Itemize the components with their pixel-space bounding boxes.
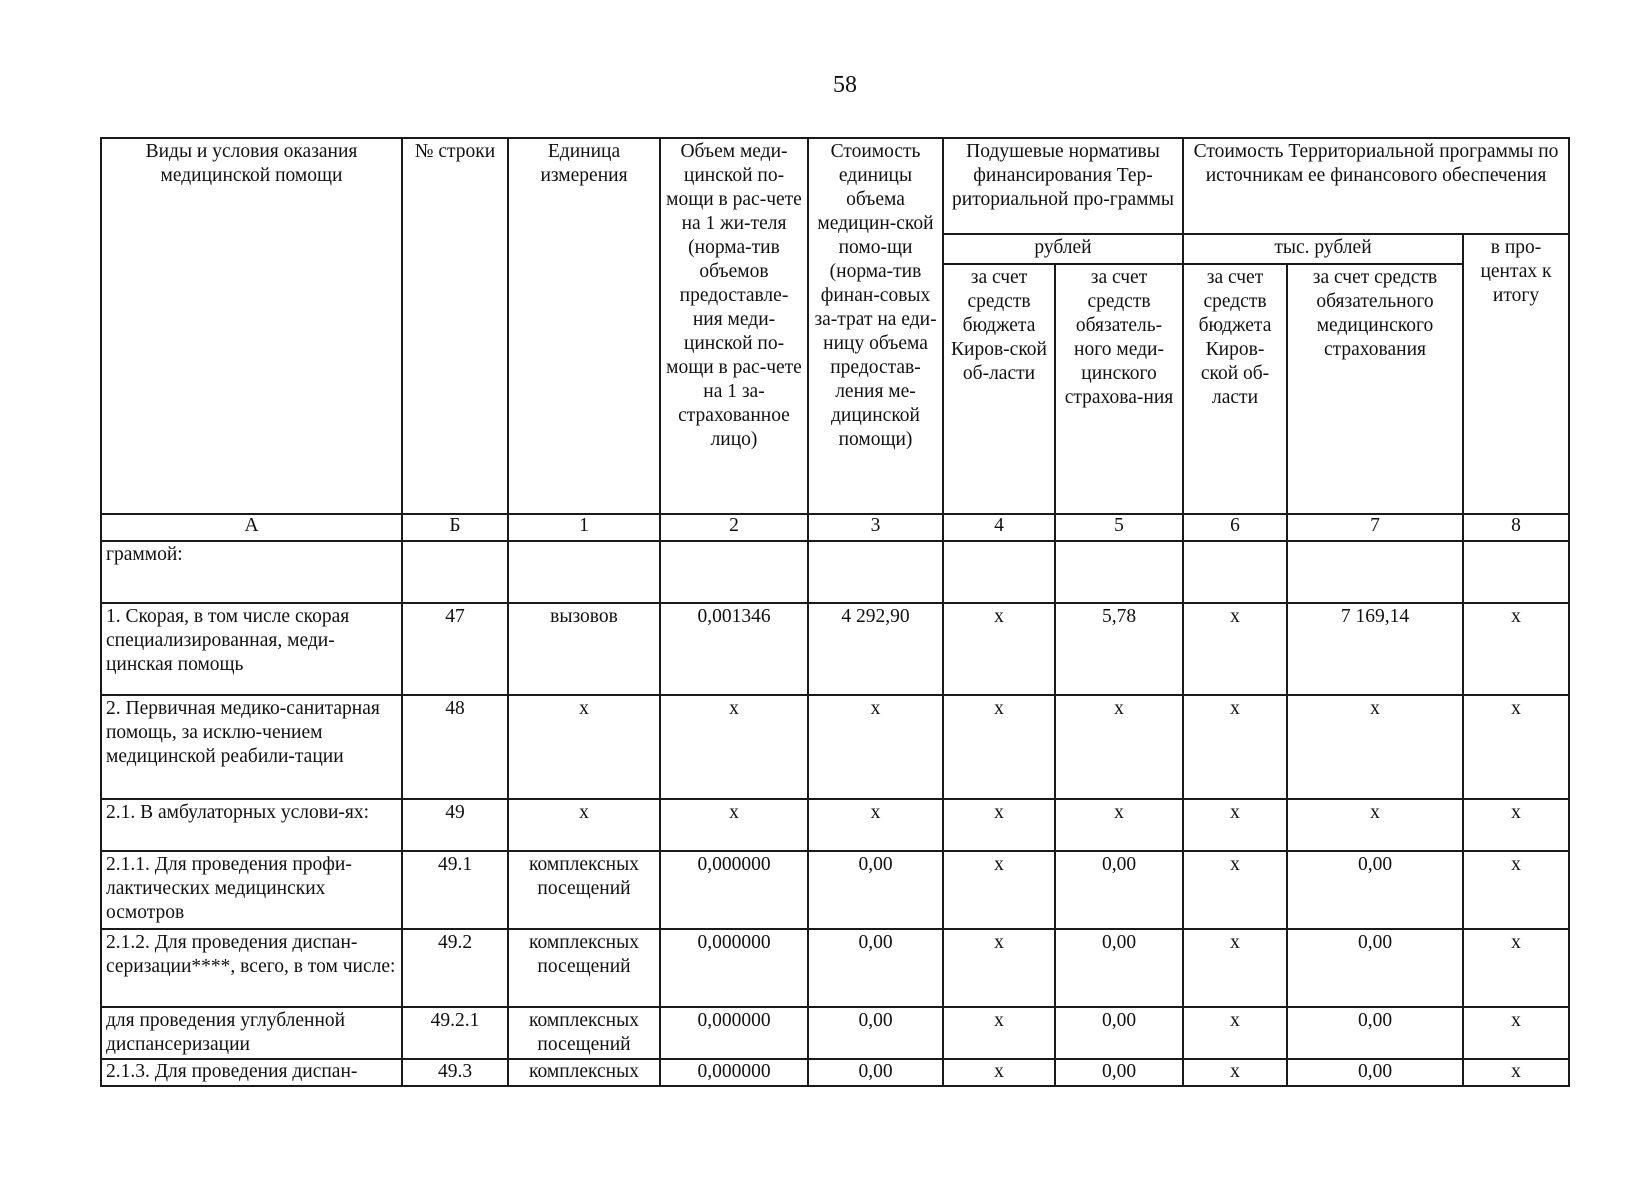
header-col-a: Виды и условия оказания медицинской помощи <box>101 138 402 514</box>
table-cell: х <box>1183 695 1287 799</box>
table-cell: 49.1 <box>402 851 508 929</box>
table-cell: х <box>1183 603 1287 695</box>
header-col-5: за счет средств обязатель-ного меди-цинского страхова-ния <box>1055 264 1183 514</box>
header-col-7: за счет средств обязательного медицинского страхования <box>1287 264 1463 514</box>
column-letters-row <box>101 514 1569 541</box>
row-label: 2.1.1. Для проведения профи-лактических медицинских осмотров <box>101 851 402 929</box>
table-cell: х <box>1463 851 1569 929</box>
table-cell <box>508 541 660 603</box>
letter-cell: 7 <box>1287 514 1463 541</box>
header-col-4: за счет средств бюджета Киров-ской об-ласти <box>943 264 1055 514</box>
table-cell: х <box>1183 1007 1287 1059</box>
table-cell: х <box>1463 929 1569 1007</box>
table-cell: х <box>943 603 1055 695</box>
table-cell: 4 292,90 <box>808 603 943 695</box>
table-row <box>101 799 1569 851</box>
table-row <box>101 695 1569 799</box>
table-cell: х <box>508 799 660 851</box>
table-row <box>101 1007 1569 1059</box>
row-label: 2.1.3. Для проведения диспан- <box>101 1059 402 1086</box>
table-cell: х <box>1463 695 1569 799</box>
table-cell: 49.2.1 <box>402 1007 508 1059</box>
table-cell: 0,00 <box>1287 851 1463 929</box>
header-col-2: Объем меди-цинской по-мощи в рас-чете на 1 жи-теля (норма-тив объемов предоставле-ния меди-цинской по-мощи в рас-чете на 1 за-страхованное лицо) <box>660 138 808 514</box>
table-cell: х <box>1463 603 1569 695</box>
table-cell: 49.2 <box>402 929 508 1007</box>
row-label: 2.1.2. Для проведения диспан-серизации****, всего, в том числе: <box>101 929 402 1007</box>
header-col-3: Стоимость единицы объема медицин-ской помо-щи (норма-тив финан-совых за-трат на еди-ницу объема предостав-ления ме-дицинской помощи) <box>808 138 943 514</box>
table-cell <box>943 541 1055 603</box>
table-row <box>101 929 1569 1007</box>
table-cell: 0,00 <box>808 1007 943 1059</box>
header-col-8: в про-центах к итогу <box>1463 234 1569 514</box>
table-cell: 5,78 <box>1055 603 1183 695</box>
table-cell: 0,00 <box>1055 1059 1183 1086</box>
table-cell: комплексных <box>508 1059 660 1086</box>
table-cell: х <box>1463 799 1569 851</box>
table-cell: 49.3 <box>402 1059 508 1086</box>
table-cell: 0,00 <box>1055 1007 1183 1059</box>
table-row <box>101 541 1569 603</box>
table-cell: х <box>943 1007 1055 1059</box>
header-group-cost: Стоимость Территориальной программы по источникам ее финансового обеспечения <box>1183 138 1569 234</box>
page-number: 58 <box>833 72 857 98</box>
row-label: 2. Первичная медико-санитарная помощь, за исклю-чением медицинской реабили-тации <box>101 695 402 799</box>
header-col-1: Единица измерения <box>508 138 660 514</box>
table-cell: х <box>943 799 1055 851</box>
table-cell: 0,00 <box>1287 929 1463 1007</box>
letter-cell: 4 <box>943 514 1055 541</box>
row-label: 1. Скорая, в том числе скорая специализированная, меди-цинская помощь <box>101 603 402 695</box>
letter-cell: 2 <box>660 514 808 541</box>
table-cell: х <box>808 695 943 799</box>
table-cell: 0,000000 <box>660 1059 808 1086</box>
table-cell: 7 169,14 <box>1287 603 1463 695</box>
table-cell: х <box>1463 1059 1569 1086</box>
table-cell: х <box>1183 799 1287 851</box>
header-col-6: за счет средств бюджета Киров-ской об-ласти <box>1183 264 1287 514</box>
table-cell: 48 <box>402 695 508 799</box>
header-group-norms: Подушевые нормативы финансирования Тер-риториальной про-граммы <box>943 138 1183 234</box>
letter-cell: 5 <box>1055 514 1183 541</box>
table-cell: х <box>943 695 1055 799</box>
letter-cell: 1 <box>508 514 660 541</box>
table-cell: 0,001346 <box>660 603 808 695</box>
table-cell <box>660 541 808 603</box>
table-cell: х <box>943 851 1055 929</box>
table-cell: х <box>1055 695 1183 799</box>
table-cell <box>1055 541 1183 603</box>
table-cell: х <box>1463 1007 1569 1059</box>
table-cell: 0,00 <box>808 1059 943 1086</box>
table-cell: х <box>943 1059 1055 1086</box>
table-cell: 0,00 <box>1287 1059 1463 1086</box>
table-cell: х <box>808 799 943 851</box>
table-cell: 47 <box>402 603 508 695</box>
table-cell: х <box>1055 799 1183 851</box>
table-cell: х <box>1287 799 1463 851</box>
table-cell: х <box>1183 851 1287 929</box>
letter-cell: 6 <box>1183 514 1287 541</box>
table-cell: 0,00 <box>808 929 943 1007</box>
table-cell: комплексных посещений <box>508 1007 660 1059</box>
table-cell: х <box>660 695 808 799</box>
table-cell: 0,00 <box>808 851 943 929</box>
table-row <box>101 1059 1569 1086</box>
table-cell <box>1287 541 1463 603</box>
table-row <box>101 851 1569 929</box>
table-cell: 0,00 <box>1287 1007 1463 1059</box>
header-col-b: № строки <box>402 138 508 514</box>
table-cell: х <box>1183 1059 1287 1086</box>
table-cell: 49 <box>402 799 508 851</box>
letter-cell: 8 <box>1463 514 1569 541</box>
financing-table <box>100 137 1570 1087</box>
table-cell: х <box>1183 929 1287 1007</box>
table-cell: комплексных посещений <box>508 929 660 1007</box>
table-row <box>101 603 1569 695</box>
table-cell: х <box>1287 695 1463 799</box>
row-label: граммой: <box>101 541 402 603</box>
letter-cell: 3 <box>808 514 943 541</box>
table-cell: 0,000000 <box>660 929 808 1007</box>
header-unit-thous: тыс. рублей <box>1183 234 1463 264</box>
letter-cell: А <box>101 514 402 541</box>
table-cell: комплексных посещений <box>508 851 660 929</box>
table-cell <box>402 541 508 603</box>
row-label: 2.1. В амбулаторных услови-ях: <box>101 799 402 851</box>
table-cell: 0,000000 <box>660 851 808 929</box>
table-cell: х <box>943 929 1055 1007</box>
table-cell: 0,00 <box>1055 929 1183 1007</box>
header-row-1 <box>101 138 1569 234</box>
header-unit-rub: рублей <box>943 234 1183 264</box>
table-cell: 0,000000 <box>660 1007 808 1059</box>
table-cell <box>1183 541 1287 603</box>
table-cell: х <box>660 799 808 851</box>
table-cell <box>1463 541 1569 603</box>
table-cell: х <box>508 695 660 799</box>
letter-cell: Б <box>402 514 508 541</box>
table-cell <box>808 541 943 603</box>
row-label: для проведения углубленной диспансеризации <box>101 1007 402 1059</box>
table-cell: вызовов <box>508 603 660 695</box>
table-cell: 0,00 <box>1055 851 1183 929</box>
